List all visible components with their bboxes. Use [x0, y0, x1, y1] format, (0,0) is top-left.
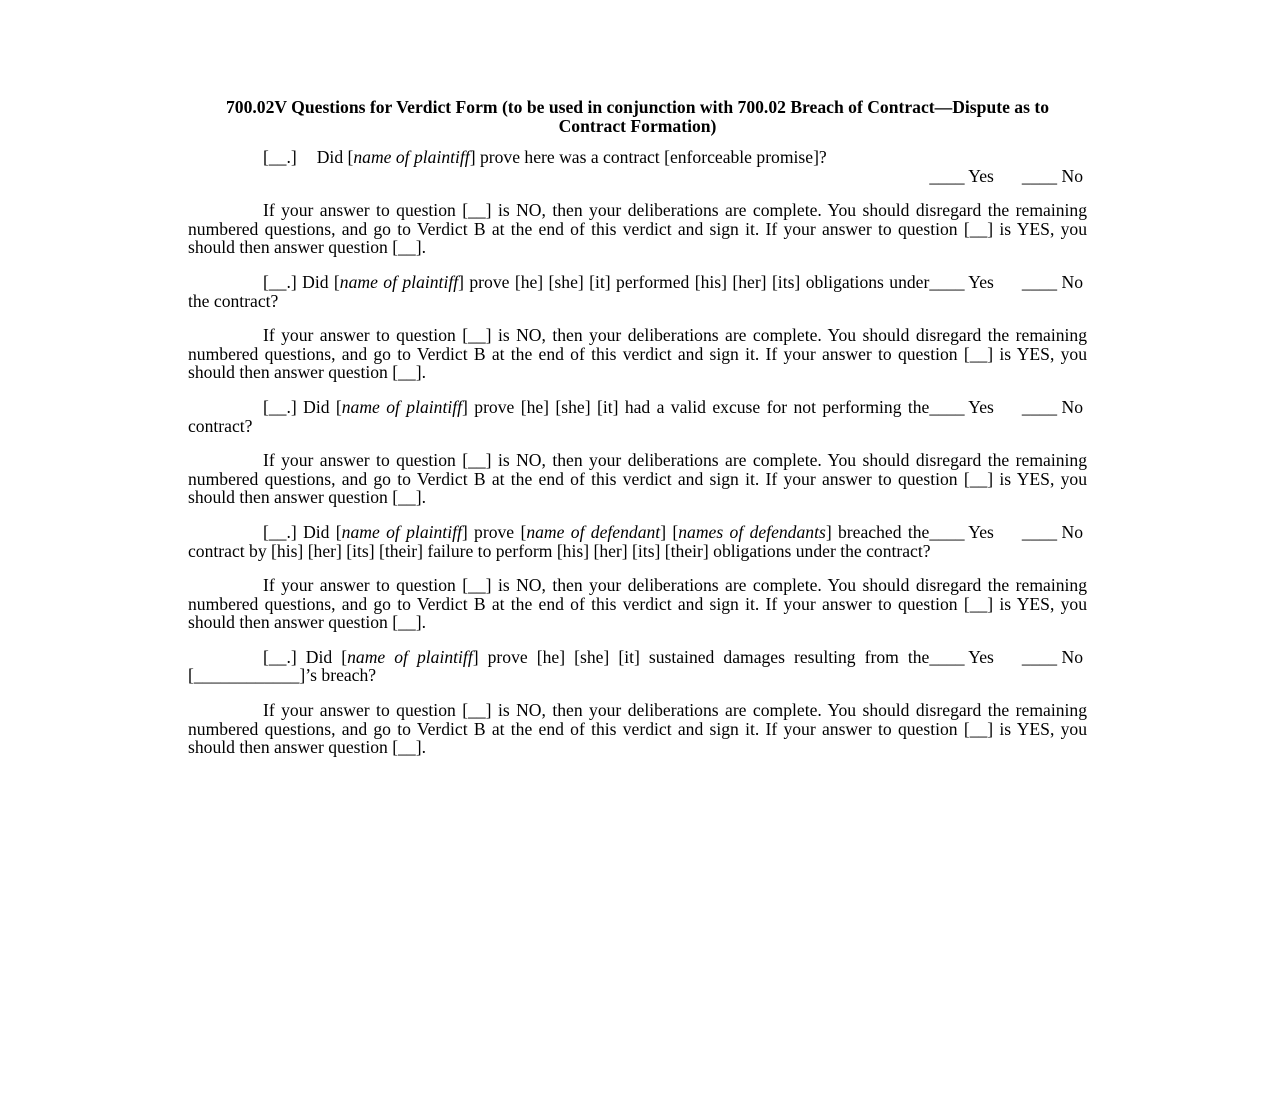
instruction-paragraph: If your answer to question [__] is NO, then your deliberations are complete. You should disregard the remaining numbered questions, and go to Verdict B at the end of this verdict and sign it. If your answer to question [__] is YES, you should then answer question [__].	[188, 575, 1087, 633]
question-number: [__.]	[263, 396, 297, 417]
answer-options	[929, 648, 1087, 667]
yes-answer-blank[interactable]: ____ Yes	[929, 271, 994, 292]
answer-options	[188, 167, 1087, 186]
no-answer-blank[interactable]: ____ No	[1021, 396, 1083, 417]
question-number: [__.]	[263, 147, 297, 167]
question-number: [__.]	[263, 646, 297, 667]
question-1	[188, 148, 1087, 185]
question-text: ____ Yes ____ No [__.] Did [name of plaintiff] prove [he] [she] [it] sustained damages resulting from the [____________]’s breach?	[188, 648, 1087, 685]
no-answer-blank[interactable]: ____ No	[1021, 646, 1083, 667]
question-4	[188, 523, 1087, 560]
instruction-paragraph: If your answer to question [__] is NO, then your deliberations are complete. You should disregard the remaining numbered questions, and go to Verdict B at the end of this verdict and sign it. If your answer to question [__] is YES, you should then answer question [__].	[188, 200, 1087, 258]
instruction-paragraph: If your answer to question [__] is NO, then your deliberations are complete. You should disregard the remaining numbered questions, and go to Verdict B at the end of this verdict and sign it. If your answer to question [__] is YES, you should then answer question [__].	[188, 450, 1087, 508]
yes-answer-blank[interactable]: ____ Yes	[929, 396, 994, 417]
question-number: [__.]	[263, 271, 297, 292]
no-answer-blank[interactable]: ____ No	[1021, 521, 1083, 542]
question-number: [__.]	[263, 521, 297, 542]
answer-options	[929, 398, 1087, 417]
yes-answer-blank[interactable]: ____ Yes	[929, 165, 994, 186]
question-text: ____ Yes ____ No [__.] Did [name of plaintiff] prove [he] [she] [it] performed [his] [her] [its] obligations under the contract?	[188, 273, 1087, 310]
yes-answer-blank[interactable]: ____ Yes	[929, 521, 994, 542]
question-text: ____ Yes ____ No [__.] Did [name of plaintiff] prove [he] [she] [it] had a valid excuse for not performing the contract?	[188, 398, 1087, 435]
instruction-paragraph: If your answer to question [__] is NO, then your deliberations are complete. You should disregard the remaining numbered questions, and go to Verdict B at the end of this verdict and sign it. If your answer to question [__] is YES, you should then answer question [__].	[188, 325, 1087, 383]
question-text: ____ Yes ____ No [__.] Did [name of plaintiff] prove [name of defendant] [names of defendants] breached the contract by [his] [her] [its] [their] failure to perform [his] [her] [its] [their] obligations under the contract?	[188, 523, 1087, 560]
answer-options	[929, 523, 1087, 542]
answer-options	[929, 273, 1087, 292]
yes-answer-blank[interactable]: ____ Yes	[929, 646, 994, 667]
question-text: [__.] Did [name of plaintiff] prove here was a contract [enforceable promise]?	[263, 147, 827, 167]
question-3	[188, 398, 1087, 435]
no-answer-blank[interactable]: ____ No	[1021, 165, 1083, 186]
page-title: 700.02V Questions for Verdict Form (to be used in conjunction with 700.02 Breach of Contract—Dispute as to Contract Formation)	[226, 97, 1049, 136]
document-page	[188, 98, 1087, 773]
no-answer-blank[interactable]: ____ No	[1021, 271, 1083, 292]
instruction-paragraph: If your answer to question [__] is NO, then your deliberations are complete. You should disregard the remaining numbered questions, and go to Verdict B at the end of this verdict and sign it. If your answer to question [__] is YES, you should then answer question [__].	[188, 700, 1087, 758]
question-2	[188, 273, 1087, 310]
question-5	[188, 648, 1087, 685]
